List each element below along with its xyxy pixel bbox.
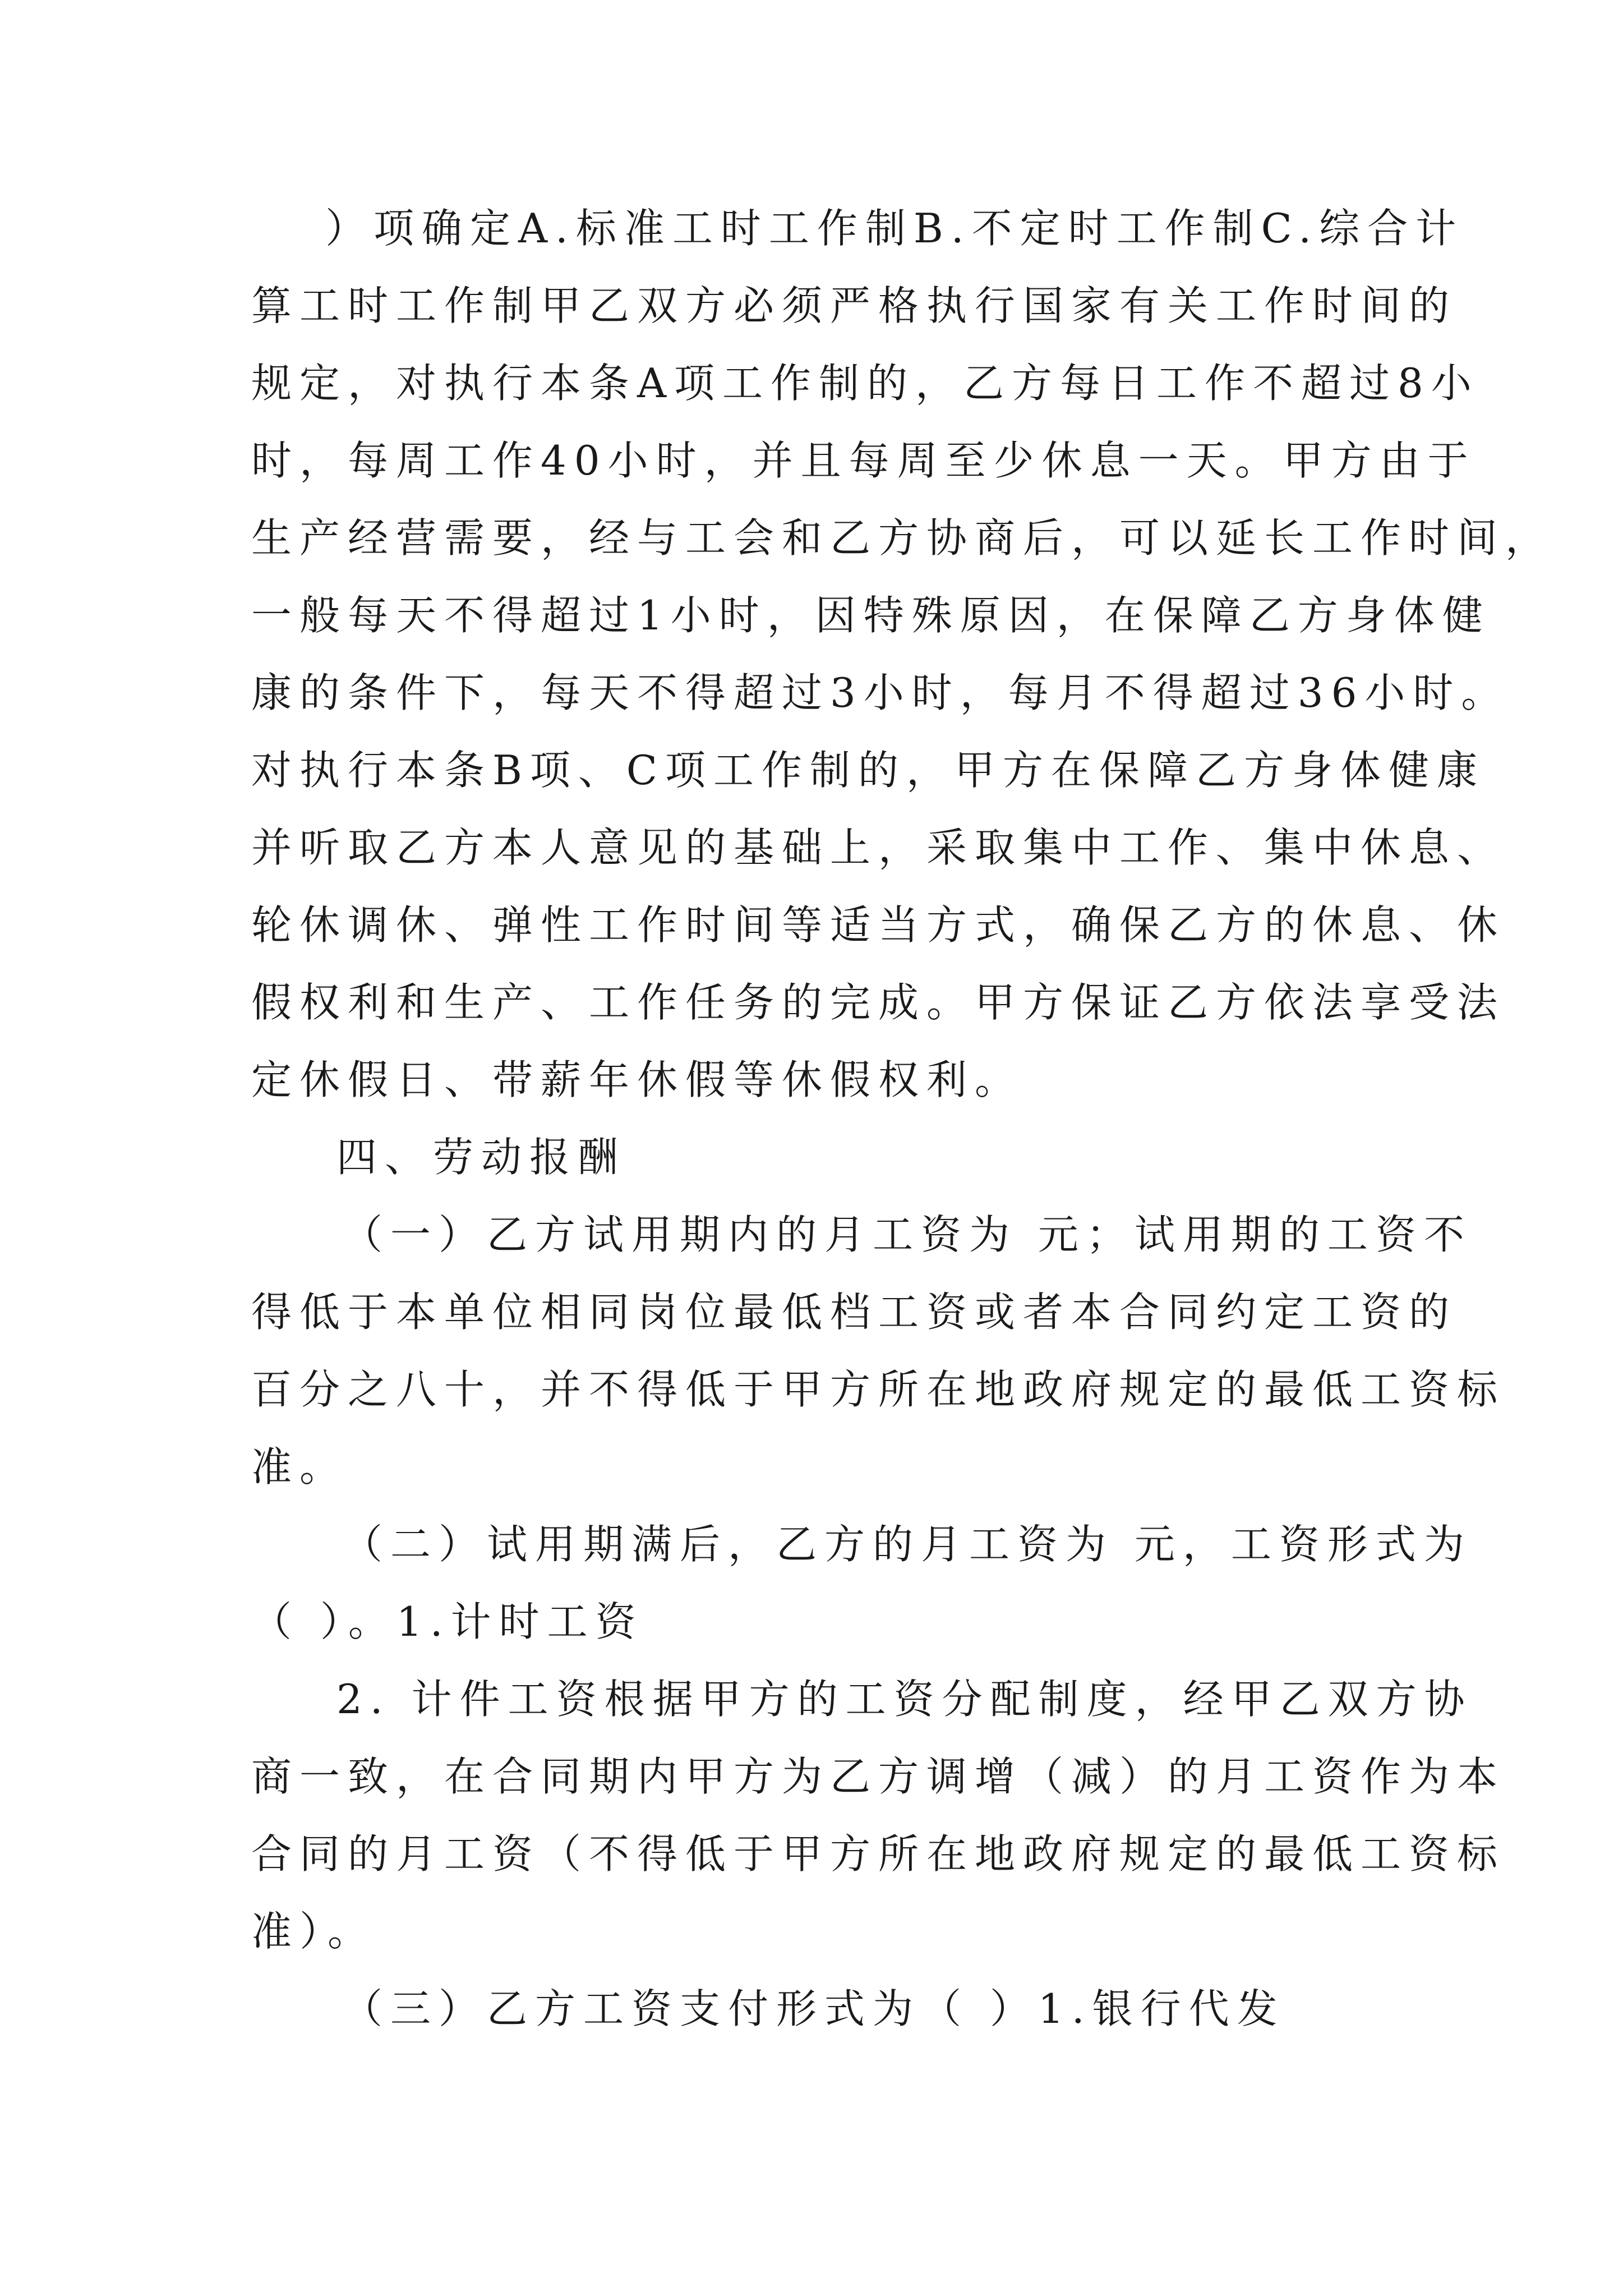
text-line-5: 生产经营需要，经与工会和乙方协商后，可以延长工作时间， xyxy=(251,514,1554,562)
text-line-21: 商一致，在合同期内甲方为乙方调增（减）的月工资作为本 xyxy=(251,1753,1506,1800)
text-line-1: ）项确定A.标准工时工作制B.不定时工作制C.综合计 xyxy=(325,205,1464,252)
text-line-18: （二）试用期满后，乙方的月工资为 元，工资形式为 xyxy=(342,1521,1472,1568)
text-line-9: 并听取乙方本人意见的基础上，采取集中工作、集中休息、 xyxy=(251,824,1506,871)
text-line-8: 对执行本条B项、C项工作制的，甲方在保障乙方身体健康 xyxy=(251,747,1486,794)
text-line-19: （ ）。1.计时工资 xyxy=(251,1598,644,1645)
text-line-16: 百分之八十，并不得低于甲方所在地政府规定的最低工资标 xyxy=(251,1366,1506,1413)
text-line-4: 时，每周工作40小时，并且每周至少休息一天。甲方由于 xyxy=(251,437,1476,484)
text-line-7: 康的条件下，每天不得超过3小时，每月不得超过36小时。 xyxy=(251,669,1510,716)
text-line-15: 得低于本单位相同岗位最低档工资或者本合同约定工资的 xyxy=(251,1289,1458,1336)
text-line-11: 假权利和生产、工作任务的完成。甲方保证乙方依法享受法 xyxy=(251,979,1506,1026)
text-line-10: 轮休调休、弹性工作时间等适当方式，确保乙方的休息、休 xyxy=(251,901,1506,949)
text-line-3: 规定，对执行本条A项工作制的，乙方每日工作不超过8小 xyxy=(251,360,1479,407)
text-line-12: 定休假日、带薪年休假等休假权利。 xyxy=(251,1056,1023,1103)
text-line-22: 合同的月工资（不得低于甲方所在地政府规定的最低工资标 xyxy=(251,1830,1506,1878)
text-line-2: 算工时工作制甲乙双方必须严格执行国家有关工作时间的 xyxy=(251,282,1458,329)
text-line-23: 准）。 xyxy=(251,1908,376,1955)
text-line-24: （三）乙方工资支付形式为（ ）1.银行代发 xyxy=(342,1985,1285,2032)
text-line-14: （一）乙方试用期内的月工资为 元；试用期的工资不 xyxy=(342,1211,1472,1258)
section-heading: 四、劳动报酬 xyxy=(336,1134,626,1181)
text-line-6: 一般每天不得超过1小时，因特殊原因，在保障乙方身体健 xyxy=(251,592,1491,639)
text-line-20: 2. 计件工资根据甲方的工资分配制度，经甲乙双方协 xyxy=(336,1676,1473,1723)
text-line-17: 准。 xyxy=(251,1443,348,1490)
